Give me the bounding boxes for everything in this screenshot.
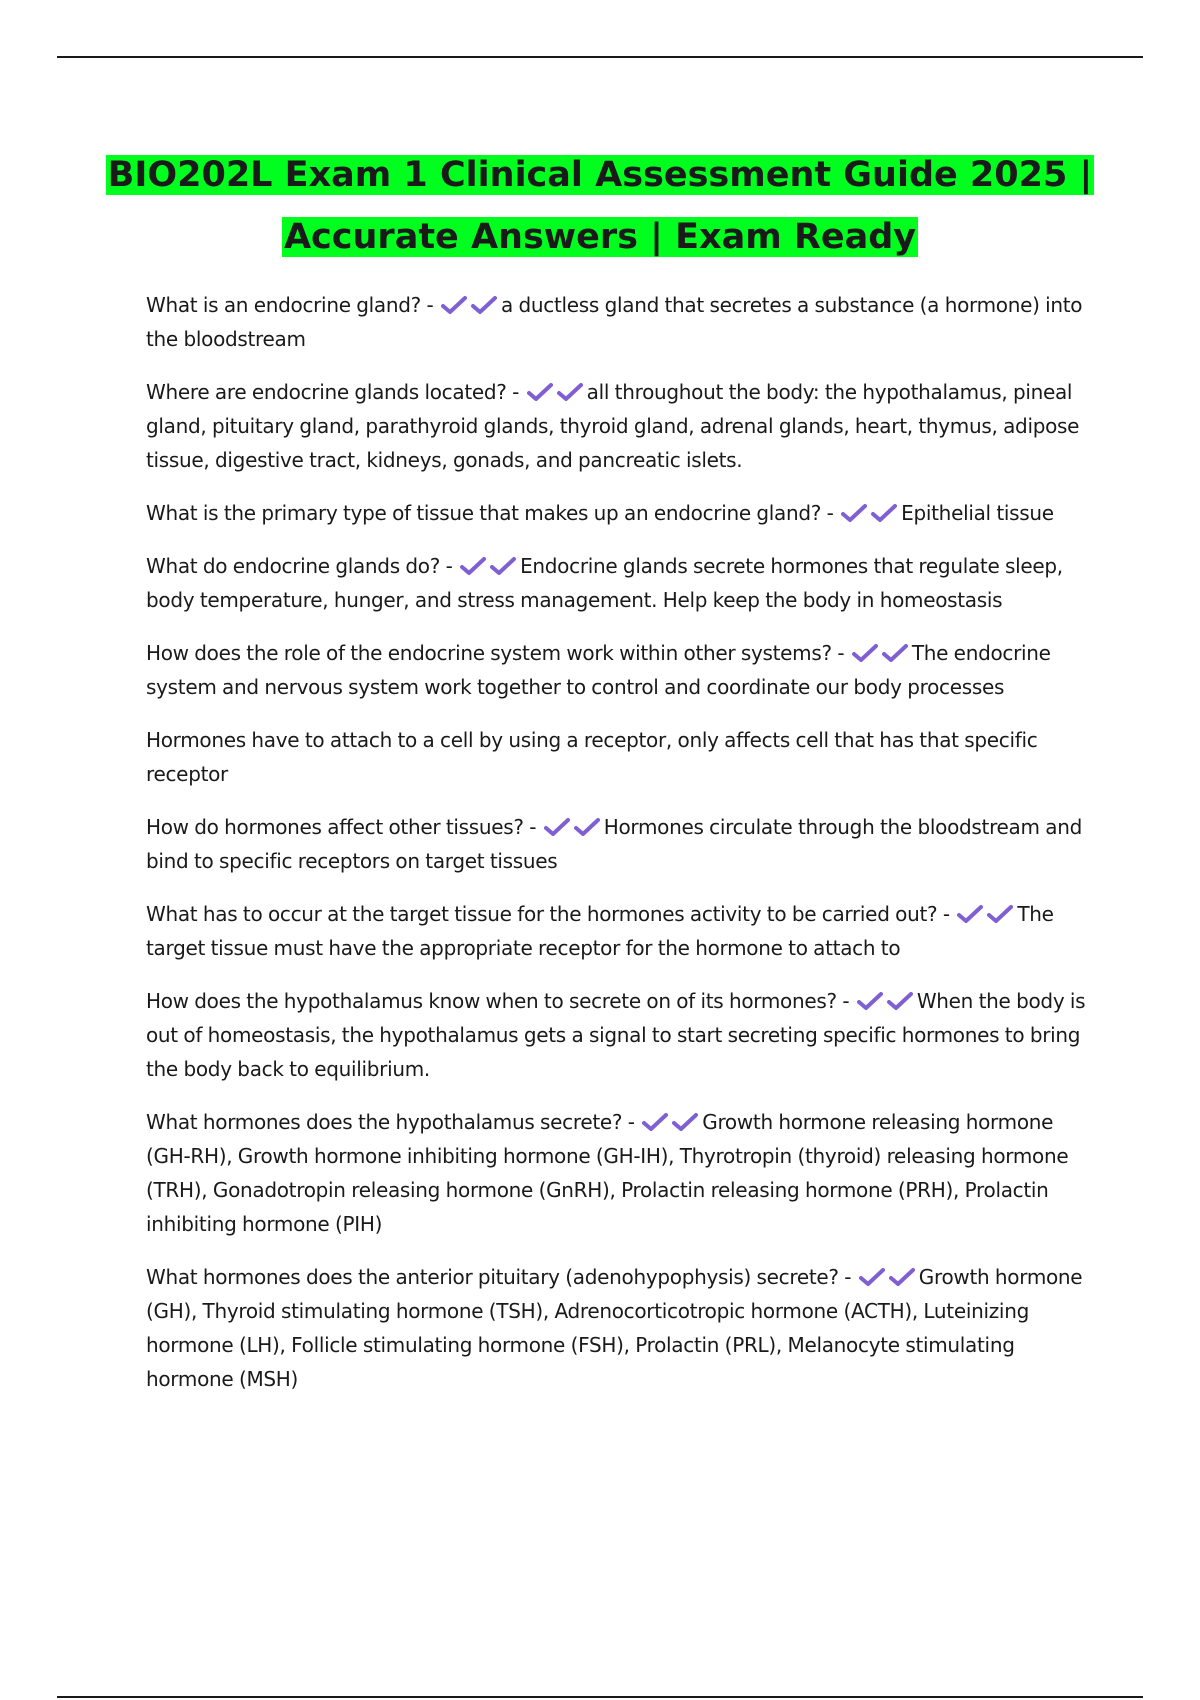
question-text: Where are endocrine glands located? bbox=[146, 380, 507, 404]
check-icon bbox=[859, 1267, 885, 1287]
qa-item bbox=[146, 496, 1096, 530]
qa-item bbox=[146, 636, 1096, 704]
check-icon bbox=[574, 817, 600, 837]
separator: - bbox=[821, 501, 840, 525]
check-icon bbox=[460, 556, 486, 576]
title-line-2: Accurate Answers | Exam Ready bbox=[283, 217, 917, 257]
question-text: What hormones does the anterior pituitary (adenohypophysis) secrete? bbox=[146, 1265, 839, 1289]
separator: - bbox=[622, 1110, 641, 1134]
question-text: What has to occur at the target tissue for the hormones activity to be carried out? bbox=[146, 902, 938, 926]
question-text: What is the primary type of tissue that makes up an endocrine gland? bbox=[146, 501, 822, 525]
check-icon bbox=[882, 643, 908, 663]
question-text: How does the hypothalamus know when to secrete on of its hormones? bbox=[146, 989, 837, 1013]
check-icon bbox=[527, 382, 553, 402]
check-icon bbox=[557, 382, 583, 402]
question-text: How does the role of the endocrine system work within other systems? bbox=[146, 641, 832, 665]
answer-text: Epithelial tissue bbox=[901, 501, 1054, 525]
separator: - bbox=[836, 989, 855, 1013]
title-line-1: BIO202L Exam 1 Clinical Assessment Guide 2025 | bbox=[107, 155, 1093, 195]
check-icon bbox=[471, 295, 497, 315]
qa-item bbox=[146, 810, 1096, 878]
separator: - bbox=[838, 1265, 857, 1289]
answer-text: Endocrine glands secrete hormones that regulate sleep, body temperature, hunger, and stress management. Help keep the body in homeostasis bbox=[146, 554, 1063, 612]
separator: - bbox=[937, 902, 956, 926]
footer-rule bbox=[57, 1696, 1143, 1698]
separator: - bbox=[831, 641, 850, 665]
check-icon bbox=[490, 556, 516, 576]
check-icon bbox=[852, 643, 878, 663]
question-text: What hormones does the hypothalamus secrete? bbox=[146, 1110, 623, 1134]
check-icon bbox=[441, 295, 467, 315]
check-icon bbox=[672, 1112, 698, 1132]
header-rule bbox=[57, 56, 1143, 58]
qa-item bbox=[146, 1260, 1096, 1396]
check-icon bbox=[957, 904, 983, 924]
answer-text: The target tissue must have the appropriate receptor for the hormone to attach to bbox=[146, 902, 1054, 960]
answer-text: When the body is out of homeostasis, the hypothalamus gets a signal to start secreting specific hormones to bring the body back to equilibrium. bbox=[146, 989, 1086, 1081]
check-icon bbox=[544, 817, 570, 837]
qa-item bbox=[146, 288, 1096, 356]
answer-text: a ductless gland that secretes a substance (a hormone) into the bloodstream bbox=[146, 293, 1083, 351]
qa-item bbox=[146, 1105, 1096, 1241]
question-text: How do hormones affect other tissues? bbox=[146, 815, 524, 839]
answer-text: Growth hormone (GH), Thyroid stimulating hormone (TSH), Adrenocorticotropic hormone (ACTH), Luteinizing hormone (LH), Follicle stimulating hormone (FSH), Prolactin (PRL), Melanocyte stimulating hormone (MSH) bbox=[146, 1265, 1083, 1391]
check-icon bbox=[642, 1112, 668, 1132]
separator: - bbox=[523, 815, 542, 839]
check-icon bbox=[871, 503, 897, 523]
question-text: What is an endocrine gland? bbox=[146, 293, 421, 317]
note-text: Hormones have to attach to a cell by using a receptor, only affects cell that has that specific receptor bbox=[146, 728, 1038, 786]
separator: - bbox=[506, 380, 525, 404]
check-icon bbox=[987, 904, 1013, 924]
check-icon bbox=[887, 991, 913, 1011]
answer-text: Growth hormone releasing hormone (GH-RH), Growth hormone inhibiting hormone (GH-IH), Thyrotropin (thyroid) releasing hormone (TRH), Gonadotropin releasing hormone (GnRH), Prolactin releasing hormone (PRH), Prolactin inhibiting hormone (PIH) bbox=[146, 1110, 1069, 1236]
separator: - bbox=[420, 293, 439, 317]
answer-text: The endocrine system and nervous system work together to control and coordinate our body processes bbox=[146, 641, 1051, 699]
check-icon bbox=[857, 991, 883, 1011]
answer-text: Hormones circulate through the bloodstream and bind to specific receptors on target tissues bbox=[146, 815, 1082, 873]
qa-item bbox=[146, 984, 1096, 1086]
qa-item bbox=[146, 375, 1096, 477]
qa-list bbox=[146, 288, 1096, 1415]
qa-item bbox=[146, 549, 1096, 617]
separator: - bbox=[440, 554, 459, 578]
document-title bbox=[100, 144, 1100, 268]
check-icon bbox=[841, 503, 867, 523]
question-text: What do endocrine glands do? bbox=[146, 554, 441, 578]
qa-item bbox=[146, 897, 1096, 965]
answer-text: all throughout the body: the hypothalamus, pineal gland, pituitary gland, parathyroid glands, thyroid gland, adrenal glands, heart, thymus, adipose tissue, digestive tract, kidneys, gonads, and pancreatic islets. bbox=[146, 380, 1080, 472]
check-icon bbox=[889, 1267, 915, 1287]
